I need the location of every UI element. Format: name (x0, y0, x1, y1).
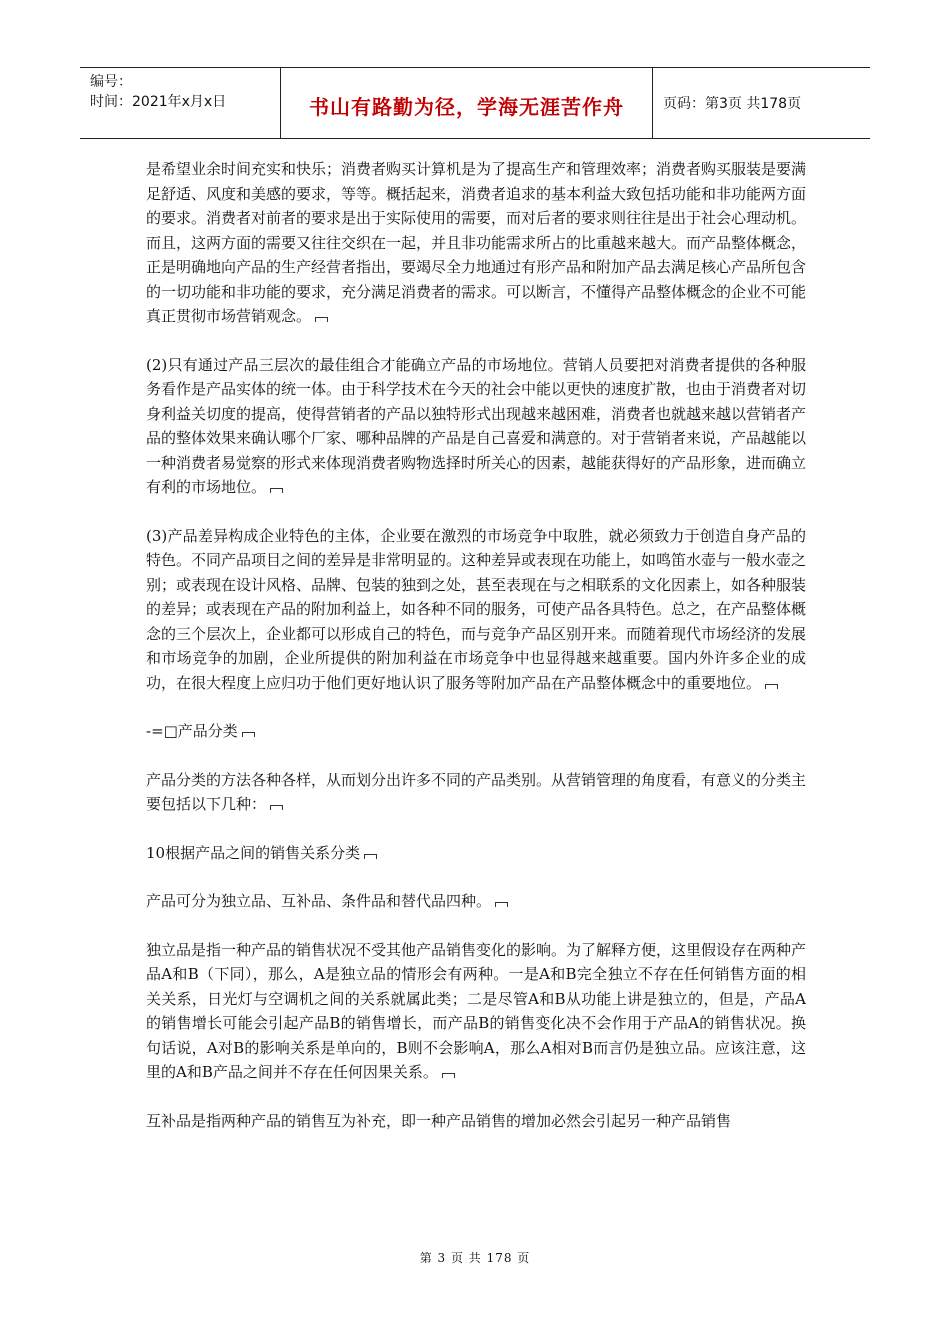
paragraph-mark-icon (315, 317, 328, 322)
paragraph-text: 产品可分为独立品、互补品、条件品和替代品四种。 (146, 892, 492, 910)
document-body (146, 157, 806, 1157)
paragraph (146, 768, 806, 817)
header-page-cell (653, 68, 870, 138)
paragraph-mark-icon (442, 1073, 455, 1078)
header-motto: 书山有路勤为径，学海无涯苦作舟 (309, 94, 624, 119)
paragraph-text: (2)只有通过产品三层次的最佳组合才能确立产品的市场地位。营销人员要把对消费者提供的各种服务看作是产品实体的统一体。由于科学技术在今天的社会中能以更快的速度扩散，也由于消费者对切身利益关切度的提高，使得营销者的产品以独特形式出现越来越困难，消费者也就越来越以营销者产品的整体效果来确认哪个厂家、哪种品牌的产品是自己喜爱和满意的。对于营销者来说，产品越能以一种消费者易觉察的形式来体现消费者购物选择时所关心的因素，越能获得好的产品形象，进而确立有利的市场地位。 (146, 355, 807, 496)
paragraph (146, 938, 806, 1085)
paragraph (146, 353, 806, 500)
document-time-label: 时间：2021年x月x日 (90, 94, 227, 110)
subsection-heading-text: 10根据产品之间的销售关系分类 (146, 843, 361, 862)
paragraph-mark-icon (270, 805, 283, 810)
paragraph-text: 独立品是指一种产品的销售状况不受其他产品销售变化的影响。为了解释方便，这里假设存在两种产品A和B（下同），那么，A是独立品的情形会有两种。一是A和B完全独立不存在任何销售方面的相关关系，日光灯与空调机之间的关系就属此类；二是尽管A和B从功能上讲是独立的，但是，产品A的销售增长可能会引起产品B的销售增长，而产品B的销售变化决不会作用于产品A的销售状况。换句话说，A对B的影响关系是单向的，B则不会影响A，那么A相对B而言仍是独立品。应该注意，这里的A和B产品之间并不存在任何因果关系。 (146, 940, 807, 1081)
paragraph-mark-icon (242, 732, 255, 737)
section-heading (146, 719, 806, 744)
header-motto-cell (281, 68, 653, 138)
paragraph-mark-icon (270, 488, 283, 493)
paragraph (146, 524, 806, 696)
document-number-label: 编号： (90, 74, 132, 90)
paragraph-text: (3)产品差异构成企业特色的主体，企业要在激烈的市场竞争中取胜，就必须致力于创造自身产品的特色。不同产品项目之间的差异是非常明显的。这种差异或表现在功能上，如鸣笛水壶与一般水壶之别；或表现在设计风格、品牌、包装的独到之处，甚至表现在与之相联系的文化因素上，如各种服装的差异；或表现在产品的附加利益上，如各种不同的服务，可使产品各具特色。总之，在产品整体概念的三个层次上，企业都可以形成自己的特色，而与竞争产品区别开来。而随着现代市场经济的发展和市场竞争的加剧，企业所提供的附加利益在市场竞争中也显得越来越重要。国内外许多企业的成功，在很大程度上应归功于他们更好地认识了服务等附加产品在产品整体概念中的重要地位。 (146, 526, 807, 692)
paragraph-text: 是希望业余时间充实和快乐；消费者购买计算机是为了提高生产和管理效率；消费者购买服装是要满足舒适、风度和美感的要求，等等。概括起来，消费者追求的基本利益大致包括功能和非功能两方面的要求。消费者对前者的要求是出于实际使用的需要，而对后者的要求则往往是出于社会心理动机。而且，这两方面的需要又往往交织在一起，并且非功能需求所占的比重越来越大。而产品整体概念，正是明确地向产品的生产经营者指出，要竭尽全力地通过有形产品和附加产品去满足核心产品所包含的一切功能和非功能的要求，充分满足消费者的需求。可以断言，不懂得产品整体概念的企业不可能真正贯彻市场营销观念。 (146, 160, 807, 325)
paragraph-mark-icon (765, 684, 778, 689)
paragraph-text: 产品分类的方法各种各样，从而划分出许多不同的产品类别。从营销管理的角度看，有意义的分类主要包括以下几种： (146, 770, 807, 813)
section-heading-text: -=□产品分类 (146, 722, 238, 740)
header-info-cell (80, 68, 281, 138)
header-page-label: 页码：第3页 共178页 (663, 96, 802, 112)
page-header (80, 67, 870, 139)
paragraph (146, 1109, 806, 1134)
paragraph (146, 157, 806, 329)
paragraph-mark-icon (495, 902, 508, 907)
paragraph (146, 889, 806, 914)
paragraph-text: 互补品是指两种产品的销售互为补充，即一种产品销售的增加必然会引起另一种产品销售 (146, 1111, 732, 1130)
paragraph-mark-icon (364, 854, 377, 859)
page-footer (0, 1249, 950, 1266)
subsection-heading (146, 841, 806, 866)
footer-page-number: 第 3 页 共 178 页 (419, 1251, 531, 1265)
